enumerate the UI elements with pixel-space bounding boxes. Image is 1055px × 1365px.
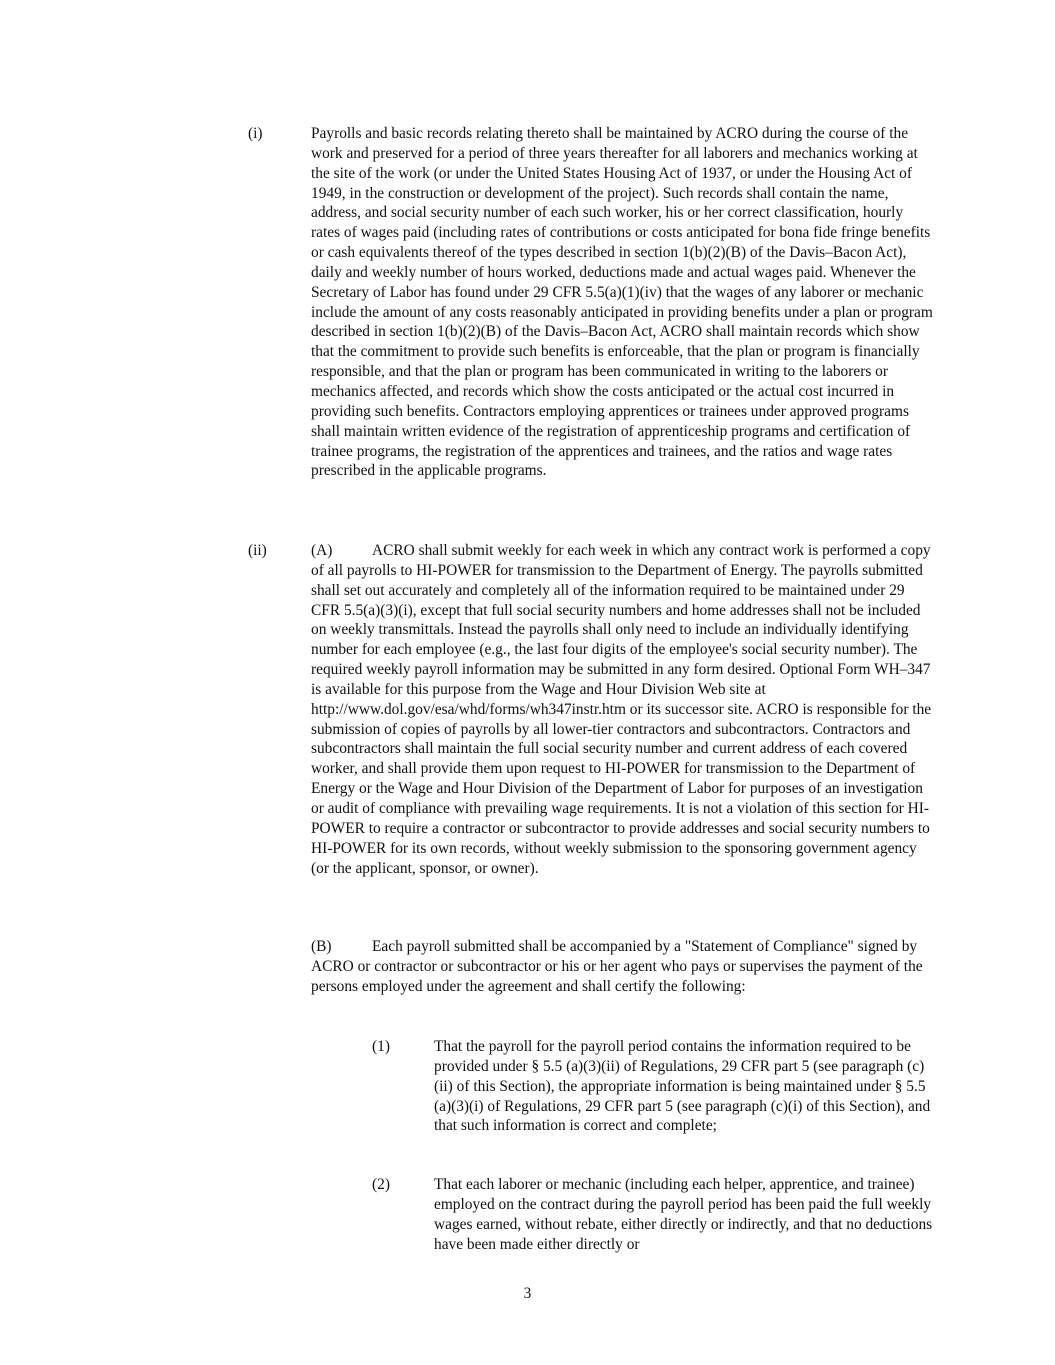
subsection-label-a: (A) [311,542,333,559]
subsection-label-b: (B) [311,938,332,955]
section-label-i: (i) [248,125,263,142]
subsection-b-text: Each payroll submitted shall be accompanied by a "Statement of Compliance" signed by ACRO or contractor or subcontractor or his or her agent who pays or supervises the payment of the persons employed under the agreement and shall certify the following: [311,938,923,995]
section-ii-a-paragraph [311,541,933,878]
section-label-ii: (ii) [248,542,267,559]
item-2-text: That each laborer or mechanic (including each helper, apprentice, and trainee) employed on the contract during the payroll period has been paid the full weekly wages earned, without rebate, either directly or indirectly, and that no deductions have been made either directly or [434,1176,933,1253]
subsection-a-text: ACRO shall submit weekly for each week in which any contract work is performed a copy of all payrolls to HI-POWER for transmission to the Department of Energy. The payrolls submitted shall set out accurately and completely all of the information required to be maintained under 29 CFR 5.5(a)(3)(i), except that full social security numbers and home addresses shall not be included on weekly transmittals. Instead the payrolls shall only need to include an individually identifying number for each employee (e.g., the last four digits of the employee's social security number). The required weekly payroll information may be submitted in any form desired. Optional Form WH–347 is available for this purpose from the Wage and Hour Division Web site at http://www.dol.gov/esa/whd/forms/wh347instr.htm or its successor site. ACRO is responsible for the submission of copies of payrolls by all lower-tier contractors and subcontractors. Contractors and subcontractors shall maintain the full social security number and current address of each covered worker, and shall provide them upon request to HI-POWER for transmission to the Department of Energy or the Wage and Hour Division of the Department of Labor for purposes of an investigation or audit of compliance with prevailing wage requirements. It is not a violation of this section for HI-POWER to require a contractor or subcontractor to provide addresses and social security numbers to HI-POWER for its own records, without weekly submission to the sponsoring government agency (or the applicant, sponsor, or owner). [311,542,932,877]
item-label-2: (2) [372,1176,390,1193]
page-number: 3 [523,1285,532,1302]
item-label-1: (1) [372,1038,390,1055]
section-i-paragraph: Payrolls and basic records relating thereto shall be maintained by ACRO during the course of the work and preserved for a period of three years thereafter for all laborers and mechanics working at the site of the work (or under the United States Housing Act of 1937, or under the Housing Act of 1949, in the construction or development of the project). Such records shall contain the name, address, and social security number of each such worker, his or her correct classification, hourly rates of wages paid (including rates of contributions or costs anticipated for bona fide fringe benefits or cash equivalents thereof of the types described in section 1(b)(2)(B) of the Davis–Bacon Act), daily and weekly number of hours worked, deductions made and actual wages paid. Whenever the Secretary of Labor has found under 29 CFR 5.5(a)(1)(iv) that the wages of any laborer or mechanic include the amount of any costs reasonably anticipated in providing benefits under a plan or program described in section 1(b)(2)(B) of the Davis–Bacon Act, ACRO shall maintain records which show that the commitment to provide such benefits is enforceable, that the plan or program is financially responsible, and that the plan or program has been communicated in writing to the laborers or mechanics affected, and records which show the costs anticipated or the actual cost incurred in providing such benefits. Contractors employing apprentices or trainees under approved programs shall maintain written evidence of the registration of apprenticeship programs and certification of trainee programs, the registration of the apprentices and trainees, and the ratios and wage rates prescribed in the applicable programs. [311,125,933,480]
section-ii-b-paragraph [311,937,933,997]
item-1-text: That the payroll for the payroll period contains the information required to be provided under § 5.5 (a)(3)(ii) of Regulations, 29 CFR part 5 (see paragraph (c)(ii) of this Section), the appropriate information is being maintained under § 5.5 (a)(3)(i) of Regulations, 29 CFR part 5 (see paragraph (c)(i) of this Section), and that such information is correct and complete; [434,1038,931,1135]
